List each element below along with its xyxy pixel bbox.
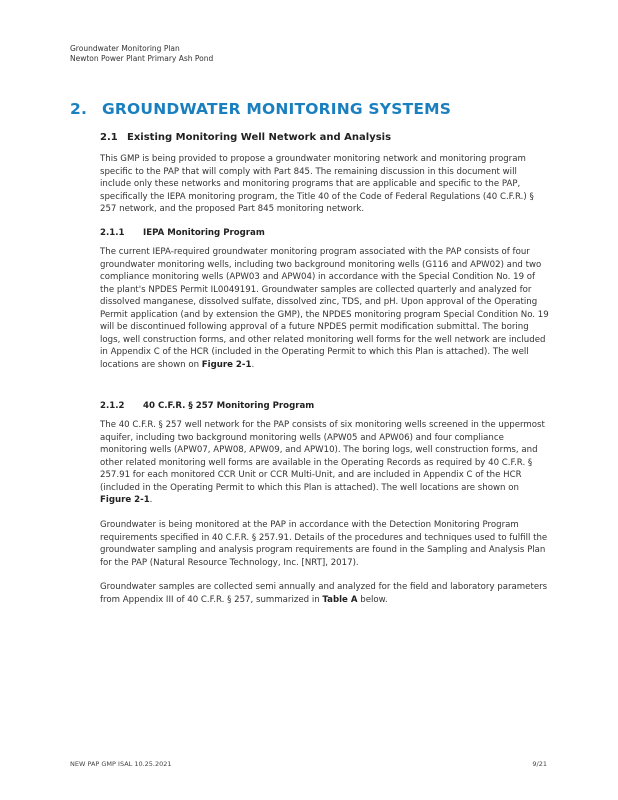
section-2-1-2-text-1: The 40 C.F.R. § 257 well network for the PAP consists of six monitoring wells screened in the uppermost aquifer, including two background monitoring wells (APW05 and APW06) and four compliance monitoring wells (APW07, APW08, APW09, and APW10). The boring logs, well construction forms, and other related monitoring well forms are available in the Operating Records as required by 40 C.F.R. § 257.91 for each monitored CCR Unit or CCR Multi-Unit, and are included in Appendix C of the HCR (included in the Operating Permit to which this Plan is attached). The well locations are shown on [100,420,545,493]
section-2-1-paragraph: This GMP is being provided to propose a groundwater monitoring network and monitoring program specific to the PAP that will comply with Part 845. The remaining discussion in this document will include only these networks and monitoring programs that are applicable and specific to the PAP, specifically the IEPA monitoring program, the Title 40 of the Code of Federal Regulations (40 C.F.R.) § 257 network, and the proposed Part 845 monitoring network. [100,154,534,214]
section-2-1-1-paragraph [100,246,550,371]
section-2-1-1-period: . [251,359,255,370]
section-2-1-2-paragraph-1 [100,419,550,507]
footer-page-number: 9/21 [532,760,547,768]
section-2-1-2-title: 40 C.F.R. § 257 Monitoring Program [143,401,315,411]
section-2-1-1-title: IEPA Monitoring Program [143,228,265,238]
section-2-1-number: 2.1 [100,132,118,143]
section-2-1-2-paragraph-2: Groundwater is being monitored at the PAP in accordance with the Detection Monitoring Program requirements specified in 40 C.F.R. § 257.91. Details of the procedures and techniques used to fulfill the groundwater sampling and analysis program requirements are found in the Sampling and Analysis Plan for the PAP (Natural Resource Technology, Inc. [NRT], 2017). [100,520,548,568]
section-2-1-title: Existing Monitoring Well Network and Analysis [127,132,392,143]
section-2-1-heading [100,132,391,143]
chapter-title: GROUNDWATER MONITORING SYSTEMS [102,100,452,118]
section-2-1-1-number: 2.1.1 [100,228,125,238]
running-header [70,44,213,64]
section-2-1-2-number: 2.1.2 [100,401,125,411]
section-2-1-2-period: . [149,495,153,505]
header-site-name: Newton Power Plant Primary Ash Pond [70,54,214,63]
figure-2-1-reference: Figure 2-1 [201,359,252,370]
section-2-1-2-below: below. [357,594,388,605]
figure-2-1-reference-2: Figure 2-1 [100,495,150,505]
header-document-title: Groundwater Monitoring Plan [70,44,180,53]
section-2-1-2-text-3: Groundwater samples are collected semi annually and analyzed for the field and laboratory parameters from Appendix III of 40 C.F.R. § 257, summarized in [100,582,548,605]
section-2-1-2-heading [100,401,314,411]
table-a-reference: Table A [322,594,358,605]
section-2-1-2-paragraph-3 [100,581,550,606]
section-2-1-1-heading [100,228,265,238]
section-2-1-1-text: The current IEPA-required groundwater monitoring program associated with the PAP consists of four groundwater monitoring wells, including two background monitoring wells (G116 and APW02) and two compliance monitoring wells (APW03 and APW04) in accordance with the Special Condition No. 19 of the plant's NPDES Permit IL0049191. Groundwater samples are collected quarterly and analyzed for dissolved manganese, dissolved sulfate, dissolved zinc, TDS, and pH. Upon approval of the Operating Permit application (and by extension the GMP), the NPDES monitoring program Special Condition No. 19 will be discontinued following approval of a future NPDES permit modification submittal. The boring logs, well construction forms, and other related monitoring well forms for the well network are included in Appendix C of the HCR (included in the Operating Permit to which this Plan is attached). The well locations are shown on [100,247,549,370]
footer-document-id: NEW PAP GMP ISAL 10.25.2021 [70,760,172,768]
chapter-heading [70,100,451,118]
chapter-number: 2. [70,100,88,118]
